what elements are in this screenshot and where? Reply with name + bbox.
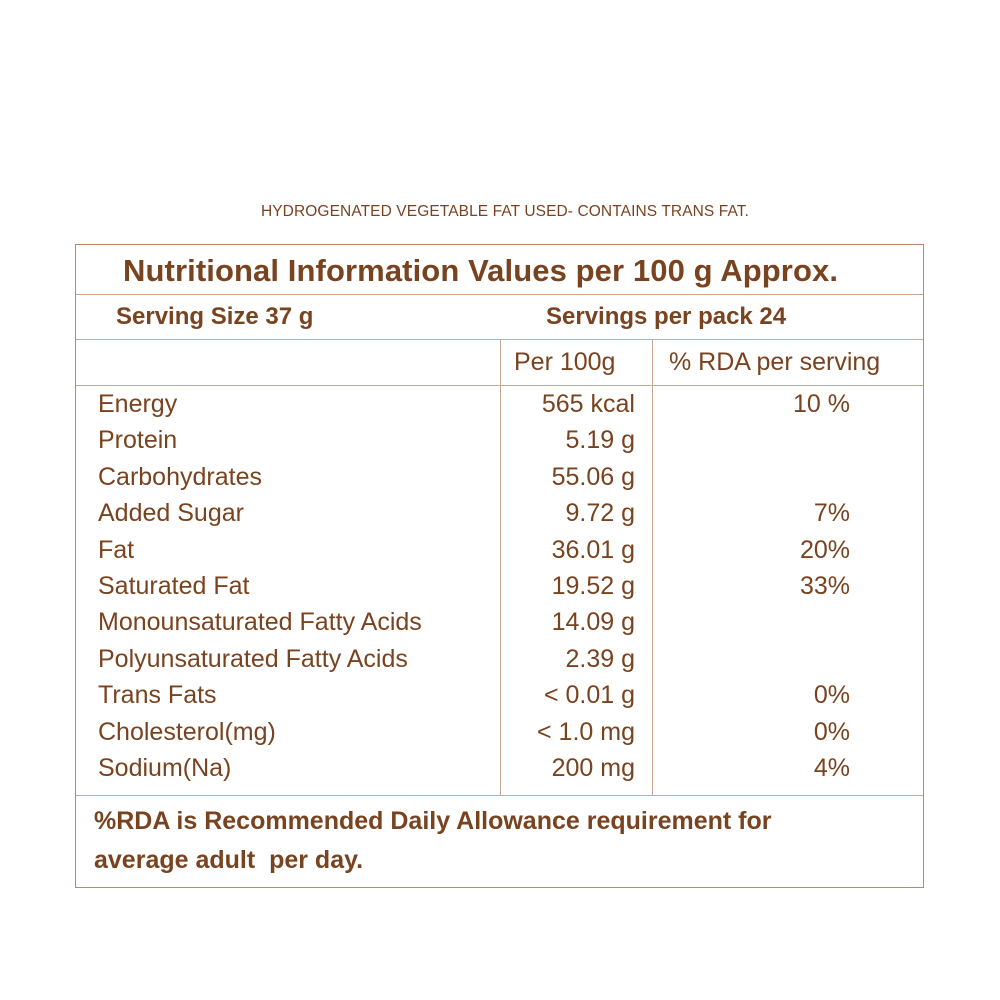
rda-footnote: %RDA is Recommended Daily Allowance requirement for average adult per day.: [94, 807, 772, 874]
table-row: [76, 754, 923, 790]
nutrient-per100g: 14.09 g: [551, 608, 635, 637]
serving-size: Serving Size 37 g: [116, 303, 314, 330]
table-row: [76, 645, 923, 681]
nutrient-name: Monounsaturated Fatty Acids: [98, 608, 422, 637]
nutrient-rda: 4%: [813, 754, 850, 782]
nutrient-per100g: 55.06 g: [551, 462, 635, 491]
nutrient-per100g: 19.52 g: [551, 572, 635, 600]
nutrient-rda: 10 %: [793, 390, 850, 418]
nutrient-per100g: 9.72 g: [565, 499, 635, 528]
nutrient-name: Cholesterol(mg): [98, 717, 276, 746]
table-row: [76, 572, 923, 608]
nutrient-name: Trans Fats: [98, 681, 217, 710]
nutrient-rda: 0%: [813, 717, 850, 746]
nutrient-per100g: < 1.0 mg: [537, 717, 635, 746]
nutrient-name: Polyunsaturated Fatty Acids: [98, 644, 408, 673]
nutrient-name: Fat: [98, 535, 135, 564]
nutrient-name: Carbohydrates: [98, 462, 262, 491]
nutrient-per100g: 200 mg: [551, 754, 635, 782]
nutrient-rda: 7%: [813, 499, 850, 528]
servings-per-pack: Servings per pack 24: [546, 303, 787, 330]
table-row: [76, 499, 923, 535]
nutrient-rda: 33%: [799, 572, 850, 600]
table-row: [76, 390, 923, 426]
nutrient-rda: 0%: [813, 681, 850, 710]
nutrient-name: Sodium(Na): [98, 754, 232, 782]
nutrition-table: [75, 244, 924, 888]
nutrient-rda: 20%: [799, 535, 850, 564]
table-row: [76, 718, 923, 754]
table-row: [76, 426, 923, 462]
nutrient-per100g: < 0.01 g: [543, 681, 635, 710]
table-row: [76, 681, 923, 717]
divider-footnote: [76, 795, 923, 796]
nutrient-name: Protein: [98, 426, 178, 455]
nutrient-per100g: 36.01 g: [551, 535, 635, 564]
table-row: [76, 536, 923, 572]
nutrient-per100g: 2.39 g: [565, 644, 635, 673]
nutrient-per100g: 565 kcal: [541, 390, 635, 418]
column-header-rda: % RDA per serving: [669, 348, 881, 376]
column-header-per100g: Per 100g: [514, 348, 616, 376]
nutrient-name: Saturated Fat: [98, 572, 250, 600]
nutrient-name: Added Sugar: [98, 499, 244, 528]
nutrient-name: Energy: [98, 390, 178, 418]
table-title: Nutritional Information Values per 100 g Approx.: [123, 253, 839, 288]
nutrient-per100g: 5.19 g: [565, 426, 635, 455]
divider-title: [76, 294, 923, 295]
table-row: [76, 463, 923, 499]
table-row: [76, 608, 923, 644]
trans-fat-warning: HYDROGENATED VEGETABLE FAT USED- CONTAINS TRANS FAT.: [260, 203, 750, 220]
